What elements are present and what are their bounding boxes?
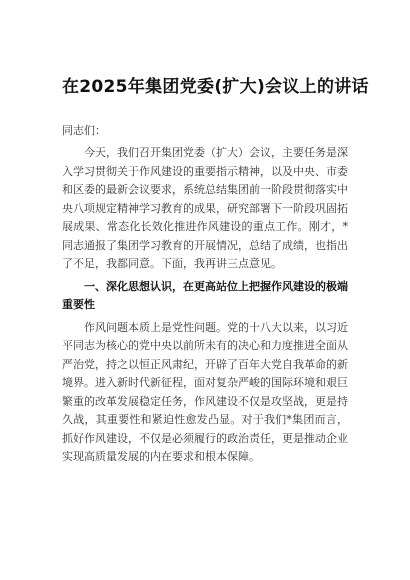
- document-title: 在2025年集团党委(扩大)会议上的讲话: [62, 77, 369, 97]
- section-paragraph: 作风问题本质上是党性问题。党的十八大以来，以习近平同志为核心的党中央以前所未有的决心和力度推进全面从严治党，持之以恒正风肃纪，开辟了百年大党自我革命的新境界。进入新时代新征程，面对复杂严峻的国际环境和艰巨繁重的改革发展稳定任务，作风建设不仅是攻坚战，更是持久战，其重要性和紧迫性愈发凸显。对于我们*集团而言，抓好作风建设，不仅是必须履行的政治责任，更是推动企业实现高质量发展的内在要求和根本保障。: [62, 320, 348, 463]
- intro-paragraph: 今天，我们召开集团党委（扩大）会议，主要任务是深入学习贯彻关于作风建设的重要指示精神，以及中央、市委和区委的最新会议要求，系统总结集团前一阶段贯彻落实中央八项规定精神学习教育的成果，研究部署下一阶段巩固拓展成果、常态化长效化推进作风建设的重点工作。刚才，*同志通报了集团学习教育的开展情况，总结了成绩，也指出了不足，我都同意。下面，我再讲三点意见。: [62, 146, 348, 270]
- section-heading: 一、深化思想认识，在更高站位上把握作风建设的极端重要性: [62, 279, 348, 311]
- salutation: 同志们：: [62, 124, 106, 137]
